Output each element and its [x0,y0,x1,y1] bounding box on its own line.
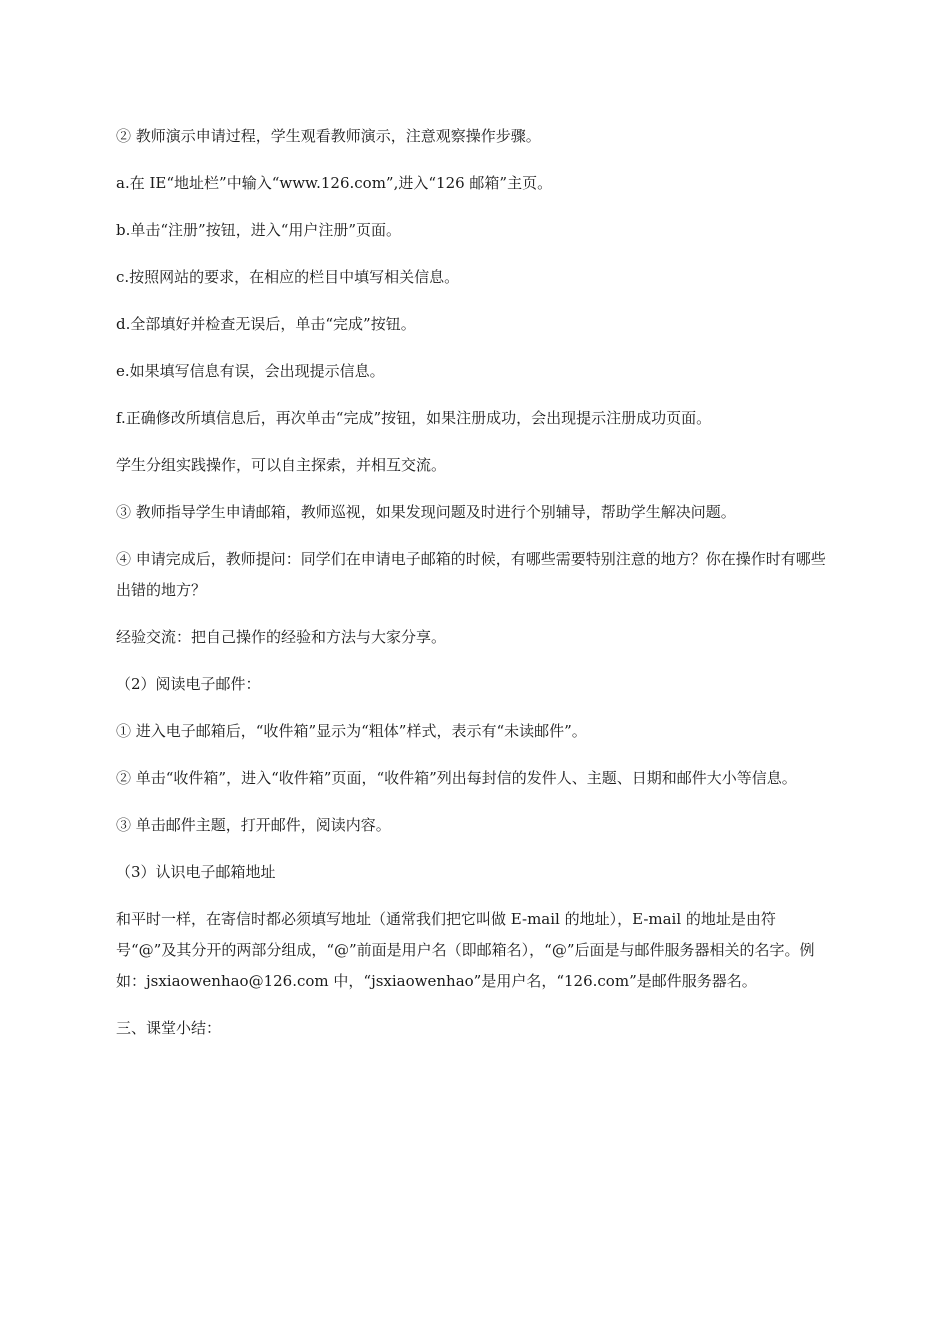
paragraph-step-b: b.单击“注册”按钮，进入“用户注册”页面。 [116,221,402,239]
section-heading-email-address: （3）认识电子邮箱地址 [116,863,276,881]
paragraph-inbox-list: ② 单击“收件箱”，进入“收件箱”页面，“收件箱”列出每封信的发件人、主题、日期和邮件大小等信息。 [116,769,797,787]
paragraph-step-e: e.如果填写信息有误，会出现提示信息。 [116,362,385,380]
section-heading-class-summary: 三、课堂小结： [116,1019,222,1037]
paragraph-teacher-guidance: ③ 教师指导学生申请邮箱，教师巡视，如果发现问题及时进行个别辅导，帮助学生解决问题。 [116,503,736,521]
paragraph-demo-step: ② 教师演示申请过程，学生观看教师演示，注意观察操作步骤。 [116,127,541,145]
paragraph-open-email: ③ 单击邮件主题，打开邮件，阅读内容。 [116,816,391,834]
paragraph-step-a: a.在 IE“地址栏”中输入“www.126.com”,进入“126 邮箱”主页。 [116,174,553,192]
paragraph-experience-share: 经验交流：把自己操作的经验和方法与大家分享。 [116,628,447,646]
document-body [116,121,836,1060]
paragraph-teacher-question: ④ 申请完成后，教师提问：同学们在申请电子邮箱的时候，有哪些需要特别注意的地方？你在操作时有哪些出错的地方？ [116,550,826,599]
paragraph-step-f: f.正确修改所填信息后，再次单击“完成”按钮，如果注册成功，会出现提示注册成功页面。 [116,409,712,427]
paragraph-step-c: c.按照网站的要求，在相应的栏目中填写相关信息。 [116,268,460,286]
paragraph-email-address-explanation: 和平时一样，在寄信时都必须填写地址（通常我们把它叫做 E-mail 的地址），E-mail 的地址是由符号“@”及其分开的两部分组成，“@”前面是用户名（即邮箱名），“@”后面是与邮件服务器相关的名字。例如：jsxiaowenhao@126.com 中，“jsxiaowenhao”是用户名，“126.com”是邮件服务器名。 [116,910,815,990]
paragraph-inbox-bold: ① 进入电子邮箱后，“收件箱”显示为“粗体”样式，表示有“未读邮件”。 [116,722,587,740]
paragraph-step-d: d.全部填好并检查无误后，单击“完成”按钮。 [116,315,416,333]
section-heading-read-email: （2）阅读电子邮件： [116,675,261,693]
paragraph-group-practice: 学生分组实践操作，可以自主探索，并相互交流。 [116,456,447,474]
